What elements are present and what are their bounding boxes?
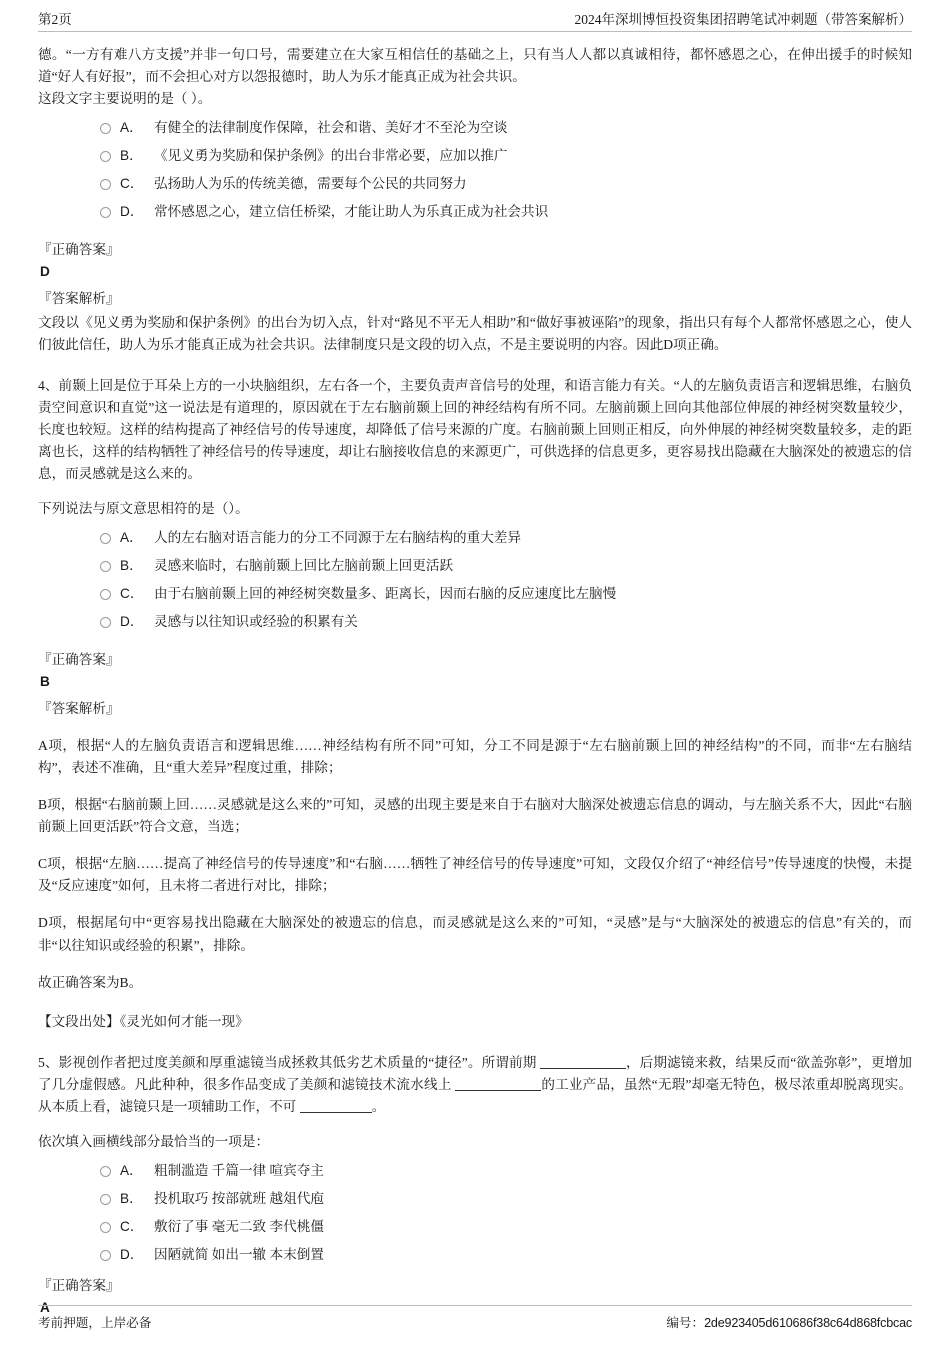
correct-answer-label: 『正确答案』 [38, 242, 120, 258]
option-text: 弘扬助人为乐的传统美德，需要每个公民的共同努力 [154, 176, 467, 192]
option-letter: D． [120, 1246, 144, 1262]
analysis-label: 『答案解析』 [38, 291, 120, 307]
option-text: 有健全的法律制度作保障，社会和谐、美好才不至沦为空谈 [154, 120, 508, 136]
analysis-conclusion: 故正确答案为B。 [38, 974, 143, 990]
option-item[interactable] [100, 142, 912, 170]
radio-button-icon[interactable] [100, 533, 111, 544]
option-letter: A． [120, 120, 143, 136]
passage-text: 4、前颞上回是位于耳朵上方的一小块脑组织，左右各一个，主要负责声音信号的处理，和语言能力有关。“人的左脑负责语言和逻辑思维，右脑负责空间意识和直觉”这一说法是有道理的，原因就在于左右脑前颞上回的神经结构有所不同。左脑前颞上回向其他部位伸展的神经树突数量较少，长度也较短。这样的结构提高了神经信号的传导速度，却降低了信号来源的广度。右脑前颞上回则正相反，向外伸展的神经树突数量较多，走的距离也长，这样的结构牺牲了神经信号的传导速度，却让右脑接收信息的来源更广，可供选择的信息更多，更容易找出隐藏在大脑深处的被遗忘的信息，而灵感就是这么来的。 [38, 378, 912, 482]
analysis-paragraph-a: A项，根据“人的左脑负责语言和逻辑思维……神经结构有所不同”可知，分工不同是源于“左右脑前颞上回的神经结构”的不同，而非“左右脑结构”，表述不准确，且“重大差异”程度过重，排除； [38, 738, 912, 776]
analysis-paragraph-d: D项，根据尾句中“更容易找出隐藏在大脑深处的被遗忘的信息，而灵感就是这么来的”可知，“灵感”是与“大脑深处的被遗忘的信息”有关的，而非“以往知识或经验的积累”，排除。 [38, 915, 912, 953]
footer-id-value: 2de923405d610686f38c64d868fcbcac [704, 1316, 912, 1330]
question-block-q5 [38, 1052, 912, 1319]
option-item[interactable] [100, 1185, 912, 1213]
option-list [38, 114, 912, 226]
question-block-q4 [38, 375, 912, 1032]
footer-document-id [666, 1312, 912, 1331]
passage-part-2: ，后期滤镜来救，结果反而“欲盖弥彰”，更增加了几分虚假感。凡此种种，很多作品变成了美颜和滤镜技术流水线上 [38, 1054, 912, 1092]
option-item[interactable] [100, 1157, 912, 1185]
option-item[interactable] [100, 524, 912, 552]
passage-text: 德。“一方有难八方支援”并非一句口号，需要建立在大家互相信任的基础之上，只有当人人都以真诚相待，都怀感恩之心，在伸出援手的时候知道“好人有好报”，而不会担心对方以怨报德时，助人为乐才能真正成为社会共识。 [38, 47, 912, 85]
radio-button-icon[interactable] [100, 1194, 111, 1205]
option-letter: D． [120, 204, 144, 220]
radio-button-icon[interactable] [100, 207, 111, 218]
option-item[interactable] [100, 552, 912, 580]
correct-answer-value: B [40, 674, 50, 690]
footer-slogan: 考前押题，上岸必备 [38, 1316, 152, 1330]
correct-answer-value: D [40, 264, 50, 280]
analysis-paragraph-b: B项，根据“右脑前颞上回……灵感就是这么来的”可知，灵感的出现主要是来自于右脑对大脑深处被遗忘信息的调动，与左脑关系不大，因此“右脑前颞上回更活跃”符合文意，当选； [38, 797, 912, 835]
document-content [38, 32, 912, 1319]
option-text: 灵感来临时，右脑前颞上回比左脑前颞上回更活跃 [154, 558, 454, 574]
option-text: 由于右脑前颞上回的神经树突数量多、距离长，因而右脑的反应速度比左脑慢 [154, 586, 617, 602]
fill-blank-2 [455, 1090, 541, 1091]
page-header [38, 0, 912, 32]
option-letter: C． [120, 176, 144, 192]
radio-button-icon[interactable] [100, 589, 111, 600]
option-text: 灵感与以往知识或经验的积累有关 [154, 614, 358, 630]
option-list [38, 524, 912, 636]
option-item[interactable] [100, 114, 912, 142]
question-block-q3 [38, 44, 912, 356]
option-item[interactable] [100, 1213, 912, 1241]
correct-answer-label: 『正确答案』 [38, 1277, 120, 1293]
option-letter: B． [120, 148, 143, 164]
document-title: 2024年深圳博恒投资集团招聘笔试冲刺题（带答案解析） [574, 12, 912, 27]
correct-answer-value: A [40, 1299, 50, 1315]
radio-button-icon[interactable] [100, 1166, 111, 1177]
option-text: 常怀感恩之心，建立信任桥梁，才能让助人为乐真正成为社会共识 [154, 204, 549, 220]
radio-button-icon[interactable] [100, 179, 111, 190]
page-number-label: 第2页 [38, 12, 72, 27]
footer-id-label: 编号： [666, 1316, 705, 1330]
analysis-label: 『答案解析』 [38, 701, 120, 717]
passage-part-3: 的工业产品，虽然“无瑕”却毫无特色，极尽浓重却脱离现实。从本质上看，滤镜只是一项辅助工作，不可 [38, 1076, 912, 1114]
radio-button-icon[interactable] [100, 561, 111, 572]
analysis-paragraph-c: C项，根据“左脑……提高了神经信号的传导速度”和“右脑……牺牲了神经信号的传导速度”可知，文段仅介绍了“神经信号”传导速度的快慢，未提及“反应速度”如何，且未将二者进行对比，排除； [38, 856, 912, 894]
question-stem: 下列说法与原文意思相符的是（）。 [38, 501, 249, 517]
passage-part-4: 。 [371, 1098, 386, 1114]
passage-part-1: 5、影视创作者把过度美颜和厚重滤镜当成拯救其低劣艺术质量的“捷径”。所谓前期 [38, 1054, 540, 1070]
radio-button-icon[interactable] [100, 1250, 111, 1261]
question-stem: 这段文字主要说明的是（ ）。 [38, 91, 212, 107]
option-item[interactable] [100, 170, 912, 198]
option-text: 粗制滥造 千篇一律 喧宾夺主 [154, 1162, 324, 1178]
radio-button-icon[interactable] [100, 123, 111, 134]
radio-button-icon[interactable] [100, 617, 111, 628]
fill-blank-3 [300, 1112, 372, 1113]
option-text: 因陋就简 如出一辙 本末倒置 [154, 1246, 324, 1262]
fill-blank-1 [540, 1068, 626, 1069]
radio-button-icon[interactable] [100, 1222, 111, 1233]
option-text: 敷衍了事 毫无二致 李代桃僵 [154, 1218, 324, 1234]
option-letter: B． [120, 558, 143, 574]
option-letter: C． [120, 586, 144, 602]
passage-source: 【文段出处】《灵光如何才能一现》 [38, 1013, 249, 1029]
radio-button-icon[interactable] [100, 151, 111, 162]
analysis-text: 文段以《见义勇为奖励和保护条例》的出台为切入点，针对“路见不平无人相助”和“做好事被诬陷”的现象，指出只有每个人都常怀感恩之心，使人们彼此信任，助人为乐才能真正成为社会共识。法律制度只是文段的切入点，不是主要说明的内容。因此D项正确。 [38, 315, 912, 353]
option-item[interactable] [100, 608, 912, 636]
option-letter: B． [120, 1190, 143, 1206]
option-text: 《见义勇为奖励和保护条例》的出台非常必要，应加以推广 [154, 148, 508, 164]
option-letter: D． [120, 614, 144, 630]
correct-answer-label: 『正确答案』 [38, 652, 120, 668]
option-letter: C． [120, 1218, 144, 1234]
option-letter: A． [120, 530, 143, 546]
option-letter: A． [120, 1162, 143, 1178]
option-item[interactable] [100, 198, 912, 226]
option-item[interactable] [100, 580, 912, 608]
option-text: 投机取巧 按部就班 越俎代庖 [154, 1190, 324, 1206]
option-text: 人的左右脑对语言能力的分工不同源于左右脑结构的重大差异 [154, 530, 522, 546]
passage-text-with-blanks [38, 1052, 912, 1118]
page-footer [38, 1305, 912, 1331]
option-item[interactable] [100, 1241, 912, 1269]
question-stem: 依次填入画横线部分最恰当的一项是： [38, 1133, 270, 1149]
option-list [38, 1157, 912, 1269]
